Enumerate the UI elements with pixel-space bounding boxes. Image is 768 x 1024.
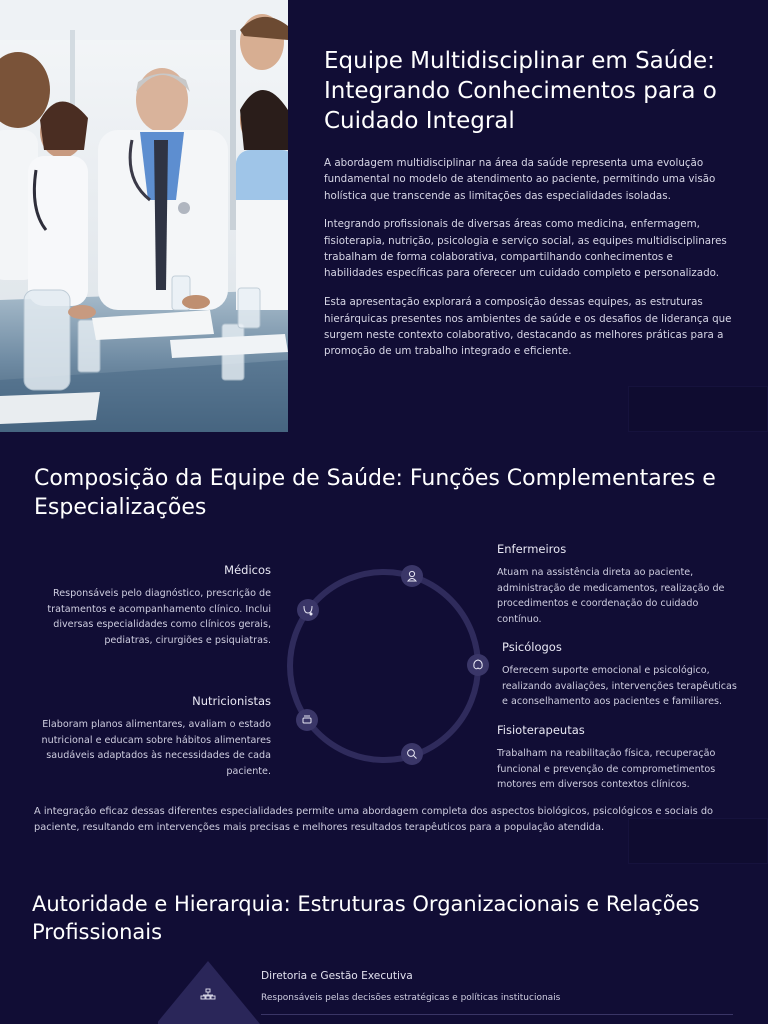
intro-title: Equipe Multidisciplinar em Saúde: Integrando Conhecimentos para o Cuidado Integral (324, 48, 717, 134)
role-enfermeiros (497, 542, 737, 628)
tier-title: Diretoria e Gestão Executiva (261, 970, 413, 982)
decorative-box (628, 818, 768, 864)
tier-description: Responsáveis pelas decisões estratégicas e políticas institucionais (261, 993, 561, 1003)
role-title: Psicólogos (502, 640, 562, 654)
role-medicos (31, 563, 271, 649)
tier-divider (261, 1014, 733, 1015)
food-icon (296, 709, 318, 731)
hierarchy-slide (0, 864, 768, 1024)
intro-slide (0, 0, 768, 432)
intro-paragraph: A abordagem multidisciplinar na área da saúde representa uma evolução fundamental no modelo de atendimento ao paciente, permitindo uma visão holística que transcende as limitações das especialidades isoladas. (324, 157, 716, 202)
role-title: Nutricionistas (192, 694, 271, 708)
decorative-box (628, 386, 768, 432)
medical-team-photo (0, 0, 288, 432)
role-fisioterapeutas (497, 723, 737, 793)
role-description: Trabalham na reabilitação física, recuperação funcional e prevenção de comprometimentos motores em diversos contextos clínicos. (497, 748, 716, 791)
role-description: Elaboram planos alimentares, avaliam o estado nutricional e educam sobre hábitos alimentares saudáveis adaptados às necessidades de cada paciente. (41, 719, 271, 778)
role-title: Fisioterapeutas (497, 723, 585, 737)
medical-team-illustration (0, 0, 288, 432)
role-description: Responsáveis pelo diagnóstico, prescrição de tratamentos e acompanhamento clínico. Inclui diversas especialidades como clínicos gerais, pediatras, cirurgiões e psiquiatras. (47, 588, 271, 647)
search-icon (401, 743, 423, 765)
role-psicologos (502, 640, 742, 710)
composition-footer: A integração eficaz dessas diferentes especialidades permite uma abordagem completa dos aspectos biológicos, psicológicos e sociais do paciente, resultando em intervenções mais precisas e melhores resultados terapêuticos para a população atendida. (34, 806, 714, 833)
role-description: Atuam na assistência direta ao paciente, administração de medicamentos, realização de procedimentos e coordenação do cuidado contínuo. (497, 567, 725, 626)
role-description: Oferecem suporte emocional e psicológico, realizando avaliações, intervenções terapêuticas e aconselhamento aos pacientes e familiares. (502, 665, 737, 708)
brain-icon (467, 654, 489, 676)
team-cycle-diagram (280, 558, 490, 768)
hierarchy-title: Autoridade e Hierarquia: Estruturas Organizacionais e Relações Profissionais (32, 892, 700, 944)
intro-body (324, 155, 732, 372)
role-title: Enfermeiros (497, 542, 567, 556)
intro-paragraph: Esta apresentação explorará a composição dessas equipes, as estruturas hierárquicas presentes nos ambientes de saúde e os desafios de liderança que surgem neste contexto colaborativo, destacando as melhores práticas para a promoção de um trabalho integrado e eficiente. (324, 296, 732, 358)
role-nutricionistas (31, 694, 271, 780)
nurse-icon (401, 565, 423, 587)
intro-paragraph: Integrando profissionais de diversas áreas como medicina, enfermagem, fisioterapia, nutrição, psicologia e serviço social, as equipes multidisciplinares trabalham de forma colaborativa, compartilhando conhecimentos e habilidades específicas para oferecer um cuidado completo e personalizado. (324, 218, 727, 280)
role-title: Médicos (224, 563, 271, 577)
hierarchy-pyramid (158, 961, 262, 1024)
composition-slide (0, 432, 768, 864)
cycle-ring (290, 572, 478, 760)
composition-title: Composição da Equipe de Saúde: Funções Complementares e Especializações (34, 466, 716, 520)
stethoscope-icon (297, 599, 319, 621)
